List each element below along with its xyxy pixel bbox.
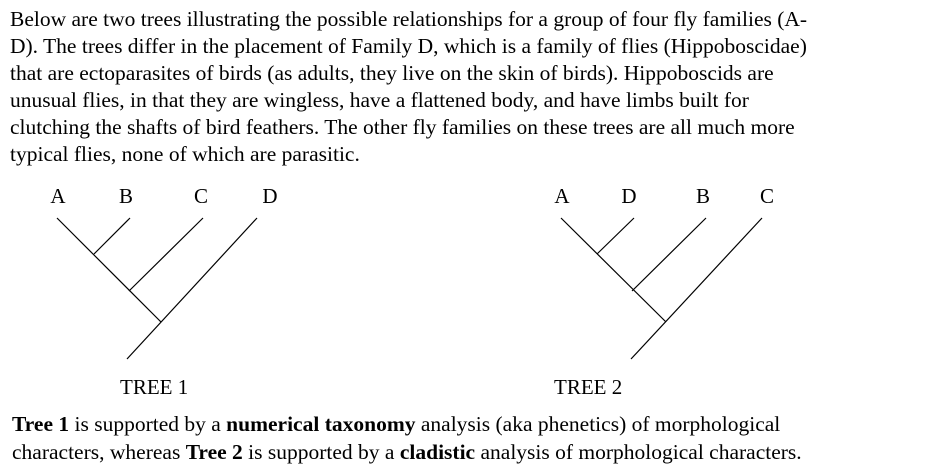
tree-1-branches xyxy=(0,180,300,370)
tree-1-branch-b xyxy=(94,218,130,254)
intro-line-3: that are ectoparasites of birds (as adults, they live on the skin of birds). Hippoboscids are xyxy=(10,61,774,85)
intro-paragraph xyxy=(10,6,940,168)
tree-1-taxon-c: C xyxy=(193,184,208,208)
tree-2-taxon-a: A xyxy=(554,184,570,208)
conclusion-text: is supported by a xyxy=(242,440,400,464)
tree-1-branch-a xyxy=(57,218,161,322)
tree-1-branch-d xyxy=(127,218,257,359)
intro-line-5: clutching the shafts of bird feathers. The other fly families on these trees are all much more xyxy=(10,115,795,139)
conclusion-text: is supported by a xyxy=(69,412,227,436)
conclusion-line-2 xyxy=(12,438,942,466)
cladistic-term: cladistic xyxy=(399,440,476,464)
tree-1-taxon-a: A xyxy=(50,184,66,208)
conclusion-line-1 xyxy=(12,410,942,438)
tree-1-caption: TREE 1 xyxy=(120,375,189,399)
intro-line-6: typical flies, none of which are parasitic. xyxy=(10,142,360,166)
tree-1-branch-c xyxy=(129,218,203,291)
tree-2-term: Tree 2 xyxy=(185,440,243,464)
tree-2-taxon-c: C xyxy=(759,184,774,208)
tree-2-branches xyxy=(500,180,800,370)
numerical-taxonomy-term: numerical taxonomy xyxy=(226,412,416,436)
tree-2-branch-a xyxy=(561,218,666,322)
intro-line-4: unusual flies, in that they are wingless, have a flattened body, and have limbs built for xyxy=(10,88,749,112)
tree-2-branch-c xyxy=(631,218,762,359)
tree-2-caption: TREE 2 xyxy=(554,375,623,399)
conclusion-paragraph xyxy=(12,410,942,466)
tree-2-branch-d xyxy=(597,218,634,254)
conclusion-text: analysis of morphological characters. xyxy=(475,440,802,464)
conclusion-text: characters, whereas xyxy=(12,440,186,464)
tree-1-term: Tree 1 xyxy=(12,412,70,436)
tree-2-branch-b xyxy=(632,218,706,291)
conclusion-text: analysis (aka phenetics) of morphological xyxy=(415,412,781,436)
intro-line-2: D). The trees differ in the placement of Family D, which is a family of flies (Hippoboscidae) xyxy=(10,34,807,58)
intro-line-1: Below are two trees illustrating the possible relationships for a group of four fly families (A- xyxy=(10,7,808,31)
tree-1-taxon-d: D xyxy=(262,184,278,208)
tree-2-taxon-b: B xyxy=(695,184,710,208)
tree-1-taxon-b: B xyxy=(118,184,133,208)
tree-2-taxon-d: D xyxy=(621,184,637,208)
